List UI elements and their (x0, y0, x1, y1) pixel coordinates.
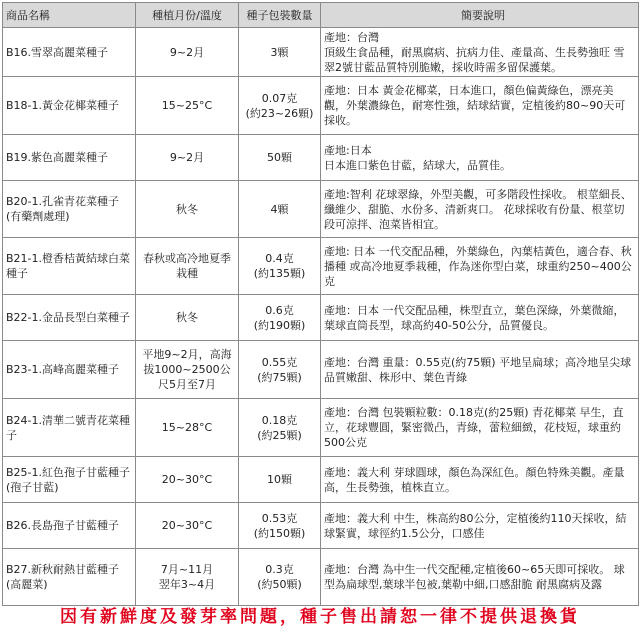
product-description: 產地：義大利 芽球圓球，顏色為深紅色。顏色特殊美觀。產量高，生長勢強，植株直立。 (321, 457, 639, 503)
planting-season: 15~28°C (136, 399, 239, 457)
package-quantity: 0.6克 (約190顆) (239, 295, 321, 341)
table-row (3, 181, 639, 238)
header-description: 簡要說明 (321, 3, 639, 28)
table-row (3, 503, 639, 549)
product-name: B27.新秋耐熱甘藍種子 (高麗菜) (3, 549, 136, 606)
package-quantity: 0.07克 (約23~26顆) (239, 77, 321, 135)
planting-season: 20~30°C (136, 457, 239, 503)
product-name: B18-1.黃金花椰菜種子 (3, 77, 136, 135)
product-name: B25-1.紅色孢子甘藍種子(孢子甘藍) (3, 457, 136, 503)
table-header-row (3, 3, 639, 28)
product-description: 產地：日本 黃金花椰菜，日本進口，顏色偏黃綠色，漂亮美觀，外葉濃綠色，耐寒性強，結球結實，定植後約80~90天可採收。 (321, 77, 639, 135)
header-package-quantity: 種子包裝數量 (239, 3, 321, 28)
planting-season: 7月~11月 翌年3~4月 (136, 549, 239, 606)
product-description: 產地:日本 日本進口紫色甘藍，結球大，品質佳。 (321, 135, 639, 181)
product-description: 產地：台灣 包裝顆粒數：0.18克(約25顆) 青花椰菜 早生，直立，花球豐圓，緊密微凸，青綠，蕾粒細緻，花枝短，球重約500公克 (321, 399, 639, 457)
table-row (3, 399, 639, 457)
header-product-name: 商品名稱 (3, 3, 136, 28)
product-description: 產地：台灣 重量：0.55克(約75顆) 平地呈扁球；高冷地呈尖球 品質嫩甜、株形中、葉色青綠 (321, 341, 639, 399)
product-description: 產地:智利 花球翠綠，外型美觀，可多階段性採收。 根莖細長、纖維少、甜脆、水份多、清新爽口。 花球採收有份量、根莖切段可涼拌、泡菜皆相宜。 (321, 181, 639, 238)
table-row (3, 341, 639, 399)
table-row (3, 77, 639, 135)
planting-season: 20~30°C (136, 503, 239, 549)
planting-season: 平地9~2月，高海拔1000~2500公尺5月至7月 (136, 341, 239, 399)
header-planting-season: 種植月份/溫度 (136, 3, 239, 28)
package-quantity: 3顆 (239, 28, 321, 77)
package-quantity: 50顆 (239, 135, 321, 181)
planting-season: 秋冬 (136, 295, 239, 341)
planting-season: 9~2月 (136, 135, 239, 181)
product-description: 產地：日本 一代交配品種，株型直立，葉色深綠，外葉微縮，葉球直筒長型，球高約40-50公分，品質優良。 (321, 295, 639, 341)
product-name: B21-1.橙香桔黃結球白菜種子 (3, 238, 136, 295)
package-quantity: 10顆 (239, 457, 321, 503)
seed-product-table (2, 2, 639, 606)
planting-season: 9~2月 (136, 28, 239, 77)
table-row (3, 457, 639, 503)
product-name: B19.紫色高麗菜種子 (3, 135, 136, 181)
product-name: B22-1.金品長型白菜種子 (3, 295, 136, 341)
package-quantity: 0.18克 (約25顆) (239, 399, 321, 457)
package-quantity: 0.55克 (約75顆) (239, 341, 321, 399)
product-description: 產地：義大利 中生，株高約80公分，定植後約110天採收，結球緊實，球徑約1.5公分，口感佳 (321, 503, 639, 549)
package-quantity: 0.3克 (約50顆) (239, 549, 321, 606)
product-description: 產地: 日本 一代交配品種，外葉綠色，內葉桔黃色，適合春、秋播種 或高冷地夏季栽種，作為迷你型白菜，球重約250~400公克 (321, 238, 639, 295)
table-row (3, 295, 639, 341)
table-row (3, 238, 639, 295)
table-row (3, 549, 639, 606)
table-row (3, 135, 639, 181)
table-row (3, 28, 639, 77)
product-description: 產地：台灣 頂級生食品種，耐黑腐病、抗病力佳、產量高、生長勢強旺 雪翠2號甘藍品質特別脆嫩，採收時需多留保護葉。 (321, 28, 639, 77)
product-description: 產地：台灣 為中生一代交配種,定植後60~65天即可採收。 球型為扁球型,葉球半包被,葉勒中細,口感甜脆 耐黑腐病及露 (321, 549, 639, 606)
planting-season: 春秋或高冷地夏季栽種 (136, 238, 239, 295)
product-name: B20-1.孔雀青花菜種子 (有藥劑處理) (3, 181, 136, 238)
planting-season: 15~25°C (136, 77, 239, 135)
no-return-notice: 因有新鮮度及發芽率問題，種子售出請恕一律不提供退換貨 (60, 607, 580, 627)
package-quantity: 0.53克 (約150顆) (239, 503, 321, 549)
product-name: B16.雪翠高麗菜種子 (3, 28, 136, 77)
package-quantity: 4顆 (239, 181, 321, 238)
package-quantity: 0.4克 (約135顆) (239, 238, 321, 295)
planting-season: 秋冬 (136, 181, 239, 238)
product-name: B26.長島孢子甘藍種子 (3, 503, 136, 549)
product-name: B23-1.高峰高麗菜種子 (3, 341, 136, 399)
product-name: B24-1.清華二號青花菜種子 (3, 399, 136, 457)
